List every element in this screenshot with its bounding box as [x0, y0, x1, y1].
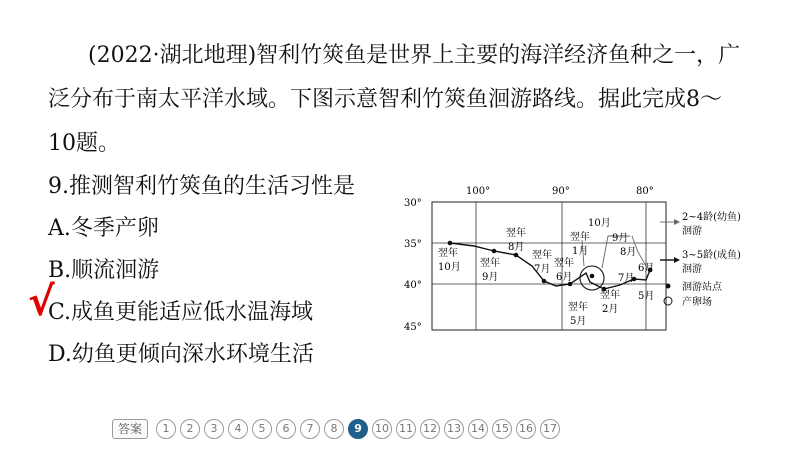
label-aug: 8月 [620, 247, 637, 258]
label-next-oct-a: 翌年 [438, 248, 458, 259]
intro-paragraph [48, 34, 768, 166]
page-button-2[interactable]: 2 [180, 419, 200, 439]
legend-adult-arrow [674, 257, 680, 263]
question-stem: 9.推测智利竹筴鱼的生活习性是 [48, 174, 355, 199]
page-button-14[interactable]: 14 [468, 419, 488, 439]
label-next-jul-a: 翌年 [532, 250, 552, 261]
label-jul: 7月 [618, 273, 635, 284]
station-4 [542, 279, 547, 284]
option-d[interactable]: D.幼鱼更倾向深水环境生活 [48, 342, 314, 367]
label-may: 5月 [638, 291, 655, 302]
legend-juvenile: 2~4龄(幼鱼) [682, 212, 741, 223]
legend-juvenile-arrow [674, 219, 680, 225]
page-button-13[interactable]: 13 [444, 419, 464, 439]
lon-label-80: 80° [636, 186, 654, 197]
label-next-jan-a: 翌年 [570, 232, 590, 243]
page-button-12[interactable]: 12 [420, 419, 440, 439]
legend-spawning: 产卵场 [682, 297, 712, 308]
label-next-may-b: 5月 [570, 316, 587, 327]
intro-line-2: 泛分布于南太平洋水域。下图示意智利竹筴鱼洄游路线。据此完成8～ [48, 87, 722, 112]
page-navigation [112, 418, 560, 440]
correct-check-mark: √ [28, 279, 55, 325]
label-next-aug-b: 8月 [508, 242, 525, 253]
intro-line-3: 10题。 [48, 131, 120, 156]
legend-juvenile-2: 洄游 [682, 226, 702, 237]
label-next-oct-b: 10月 [438, 262, 461, 273]
legend-adult: 3~5龄(成鱼) [682, 250, 741, 261]
page-button-3[interactable]: 3 [204, 419, 224, 439]
label-next-may-a: 翌年 [568, 302, 588, 313]
legend-adult-2: 洄游 [682, 264, 702, 275]
label-next-sep-a: 翌年 [480, 258, 500, 269]
label-next-sep-b: 9月 [482, 272, 499, 283]
lon-label-90: 90° [552, 186, 570, 197]
label-jun: 6月 [638, 263, 655, 274]
page-button-1[interactable]: 1 [156, 419, 176, 439]
legend-spawning-circle [664, 297, 672, 305]
migration-map [398, 180, 798, 340]
legend-station: 洄游站点 [682, 282, 722, 293]
station-6 [590, 274, 595, 279]
station-1 [448, 241, 453, 246]
lon-label-100: 100° [466, 186, 491, 197]
page-button-9-active[interactable]: 9 [348, 419, 368, 439]
station-3 [514, 253, 519, 258]
label-sep: 9月 [612, 233, 629, 244]
page-button-5[interactable]: 5 [252, 419, 272, 439]
label-next-feb-b: 2月 [602, 304, 619, 315]
page-button-6[interactable]: 6 [276, 419, 296, 439]
lat-label-40: 40° [404, 280, 422, 291]
label-oct: 10月 [588, 218, 611, 229]
page-button-16[interactable]: 16 [516, 419, 536, 439]
intro-line-1: (2022·湖北地理)智利竹筴鱼是世界上主要的海洋经济鱼种之一，广 [88, 43, 741, 68]
page-button-11[interactable]: 11 [396, 419, 416, 439]
legend-station-dot [666, 284, 671, 289]
page-button-8[interactable]: 8 [324, 419, 344, 439]
option-b[interactable]: B.顺流洄游 [48, 258, 160, 283]
lat-label-30: 30° [404, 198, 422, 209]
label-next-jun-b: 6月 [556, 272, 573, 283]
page-button-4[interactable]: 4 [228, 419, 248, 439]
lat-label-35: 35° [404, 239, 422, 250]
page-button-7[interactable]: 7 [300, 419, 320, 439]
page-button-17[interactable]: 17 [540, 419, 560, 439]
answer-button[interactable]: 答案 [112, 419, 148, 439]
label-next-jan-b: 1月 [572, 246, 589, 257]
option-a[interactable]: A.冬季产卵 [48, 216, 159, 241]
page-button-10[interactable]: 10 [372, 419, 392, 439]
lat-label-45: 45° [404, 322, 422, 333]
label-next-feb-a: 翌年 [600, 290, 620, 301]
page-button-15[interactable]: 15 [492, 419, 512, 439]
option-c[interactable]: C.成鱼更能适应低水温海域 [48, 300, 314, 325]
station-2 [492, 249, 497, 254]
label-next-jul-b: 7月 [534, 264, 551, 275]
label-next-jun-a: 翌年 [554, 258, 574, 269]
label-next-aug-a: 翌年 [506, 228, 526, 239]
